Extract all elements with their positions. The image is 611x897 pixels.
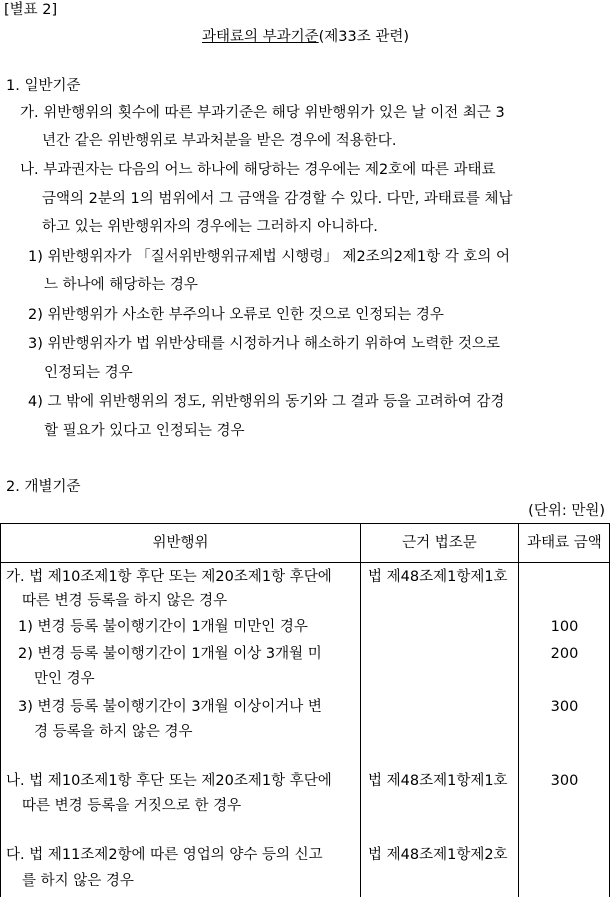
row-na-law: 법 제48조제1항제1호 — [368, 773, 508, 789]
penalty-table — [0, 523, 610, 897]
na-line-1: 나. 부과권자는 다음의 어느 하나에 해당하는 경우에는 제2호에 따른 과태료 — [20, 162, 496, 178]
row-ga-sub3-text-line-2: 경 등록을 하지 않은 경우 — [34, 724, 193, 740]
row-ga-sub3-text-line-1: 3) 변경 등록 불이행기간이 3개월 이상이거나 변 — [18, 699, 322, 715]
row-na-violation-line-1: 나. 법 제10조제1항 후단 또는 제20조제1항 후단에 — [6, 773, 332, 789]
row-ga-violation-line-2: 따른 변경 등록을 하지 않은 경우 — [22, 593, 228, 609]
row-ga-law: 법 제48조제1항제1호 — [368, 569, 508, 585]
row-ga-sub2-text-line-2: 만인 경우 — [34, 671, 95, 687]
header-law: 근거 법조문 — [402, 535, 477, 551]
row-da-violation-line-1: 다. 법 제11조제2항에 따른 영업의 양수 등의 신고 — [6, 847, 323, 863]
item4-line-1: 4) 그 밖에 위반행위의 정도, 위반행위의 동기와 그 결과 등을 고려하여 감경 — [28, 394, 505, 410]
ga-line-2: 년간 같은 위반행위로 부과처분을 받은 경우에 적용한다. — [42, 133, 397, 149]
row-ga-sub3-amount: 300 — [550, 699, 579, 715]
section1-heading: 1. 일반기준 — [6, 78, 81, 94]
item1-line-1: 1) 위반행위자가 「질서위반행위규제법 시행령」 제2조의2제1항 각 호의 어 — [28, 249, 511, 265]
na-line-2: 금액의 2분의 1의 범위에서 그 금액을 감경할 수 있다. 다만, 과태료를 체납 — [42, 191, 513, 207]
item2-line-1: 2) 위반행위가 사소한 부주의나 오류로 인한 것으로 인정되는 경우 — [28, 307, 444, 323]
row-ga-sub2-text-line-1: 2) 변경 등록 불이행기간이 1개월 이상 3개월 미 — [18, 646, 322, 662]
item3-line-1: 3) 위반행위자가 법 위반상태를 시정하거나 해소하기 위하여 노력한 것으로 — [28, 336, 500, 352]
row-ga-sub1-amount: 100 — [550, 619, 579, 635]
annex-label: [별표 2] — [4, 2, 58, 18]
page-title — [0, 27, 611, 47]
unit-label: (단위: 만원) — [528, 503, 605, 519]
row-da-violation-line-2: 를 하지 않은 경우 — [22, 873, 134, 889]
na-line-3: 하고 있는 위반행위자의 경우에는 그러하지 아니하다. — [42, 219, 378, 235]
row-ga-violation-line-1: 가. 법 제10조제1항 후단 또는 제20조제1항 후단에 — [6, 569, 332, 585]
item1-line-2: 느 하나에 해당하는 경우 — [44, 277, 198, 293]
item4-line-2: 할 필요가 있다고 인정되는 경우 — [44, 423, 245, 439]
row-na-violation-line-2: 따른 변경 등록을 거짓으로 한 경우 — [22, 798, 242, 814]
title-main: 과태료의 부과기준 — [201, 29, 319, 45]
row-ga-sub2-amount: 200 — [550, 646, 579, 662]
header-amount: 과태료 금액 — [527, 535, 602, 551]
header-divider — [1, 562, 609, 563]
row-ga-sub1-text: 1) 변경 등록 불이행기간이 1개월 미만인 경우 — [18, 619, 308, 635]
title-suffix: (제33조 관련) — [318, 29, 410, 45]
item3-line-2: 인정되는 경우 — [44, 365, 133, 381]
header-violation: 위반행위 — [152, 535, 209, 551]
ga-line-1: 가. 위반행위의 횟수에 따른 부과기준은 해당 위반행위가 있은 날 이전 최근 3 — [20, 105, 505, 121]
row-na-amount: 300 — [550, 773, 579, 789]
column-divider — [360, 524, 361, 897]
section2-heading: 2. 개별기준 — [6, 479, 81, 495]
row-da-law: 법 제48조제1항제2호 — [368, 847, 508, 863]
